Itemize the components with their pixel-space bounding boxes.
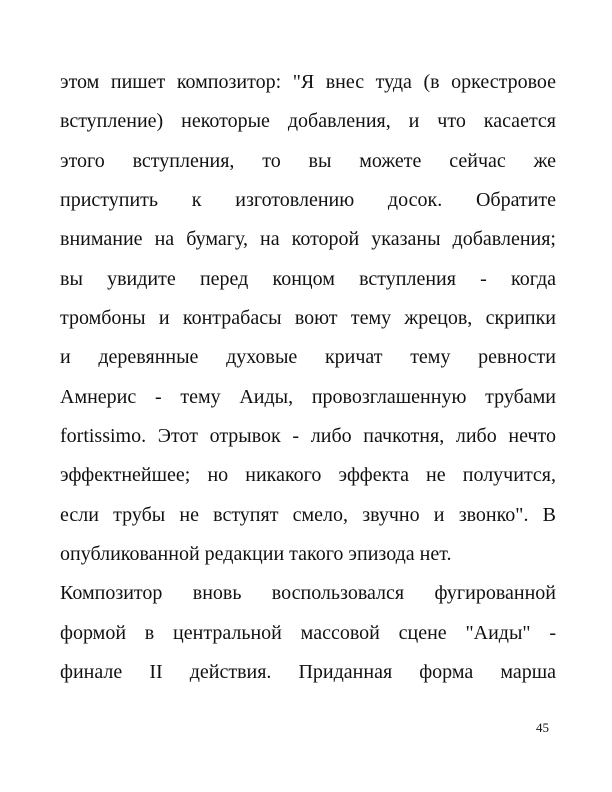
text-line: финале II действия. Приданная форма марша: [60, 661, 556, 684]
page-number: 45: [536, 720, 549, 735]
text-line: эффектнейшее; но никакого эффекта не получится,: [60, 464, 556, 487]
text-line: fortissimo. Этот отрывок - либо пачкотня, либо нечто: [60, 425, 556, 448]
page-body: [60, 70, 556, 700]
text-line: вы увидите перед концом вступления - когда: [60, 267, 556, 290]
text-line: Амнерис - тему Аиды, провозглашенную трубами: [60, 385, 556, 408]
text-line: опубликованной редакции такого эпизода нет.: [60, 543, 452, 566]
text-line: и деревянные духовые кричат тему ревности: [60, 346, 556, 369]
text-line: если трубы не вступят смело, звучно и звонко". В: [60, 503, 556, 526]
text-line: этом пишет композитор: "Я внес туда (в оркестровое: [60, 71, 556, 93]
text-line: внимание на бумагу, на которой указаны добавления;: [60, 228, 556, 251]
text-line: Композитор вновь воспользовался фугированной: [60, 582, 556, 605]
text-line: этого вступления, то вы можете сейчас же: [60, 149, 556, 172]
text-line: формой в центральной массовой сцене "Аиды" -: [60, 621, 556, 644]
text-line: тромбоны и контрабасы воют тему жрецов, скрипки: [60, 307, 556, 330]
text-line: приступить к изготовлению досок. Обратите: [60, 189, 556, 212]
text-line: вступление) некоторые добавления, и что касается: [60, 110, 556, 133]
